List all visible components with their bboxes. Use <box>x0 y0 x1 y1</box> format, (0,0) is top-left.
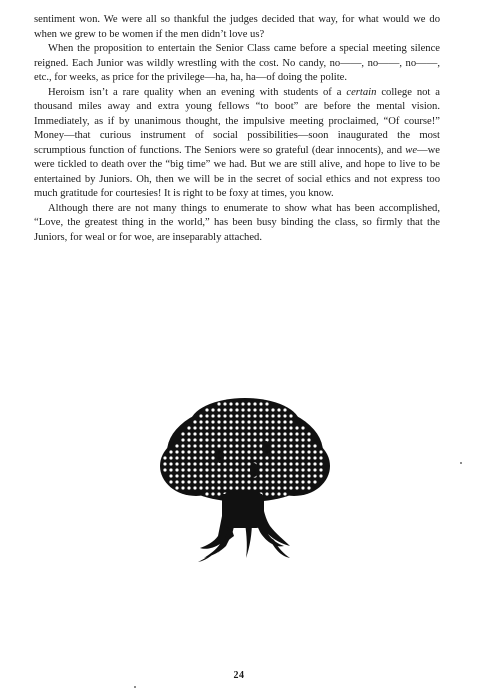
paper-speck <box>460 462 462 464</box>
paragraph-1 <box>34 13 440 42</box>
body-text <box>34 13 440 245</box>
paragraph-text: college not a thousand miles away and extra young fellows “to boot” are before the mental vision. Immediately, as if by unanimous thought, the impulsive meeting proclaimed, “Of course!” Money—that curious instrument of social possibilities—soon inaugurated the most scrumptious function of functions. The Seniors were so grateful (dear innocents), and <box>34 86 440 156</box>
paper-speck <box>134 686 136 688</box>
paragraph-text: —we were tickled to death over the “big time” we had. But we are still alive, and hope to live to be entertained by Juniors. Oh, then we will be in the secret of social ethics and not express too much gratitude for courtesies! It is right to be foxy at times, you know. <box>34 144 440 199</box>
paragraph-3 <box>34 86 440 202</box>
tree-icon <box>156 396 334 571</box>
emphasis-text: we <box>405 144 418 156</box>
paragraph-4 <box>34 202 440 246</box>
paragraph-text: Heroism isn’t a rare quality when an evening with students of a <box>48 86 347 98</box>
page-number: 24 <box>233 670 245 681</box>
emphasis-text: certain <box>346 86 377 98</box>
paragraph-2 <box>34 42 440 86</box>
paragraph-text: When the proposition to entertain the Senior Class came before a special meeting silence reigned. Each Junior was wildly wrestling with the cost. No candy, no——, no——, no——, etc., for weeks, as price for the privilege—ha, ha, ha—of doing the polite. <box>34 43 440 83</box>
paragraph-text: sentiment won. We were all so thankful the judges decided that way, for what would we do when we grew to be women if the men didn’t love us? <box>34 14 440 40</box>
paragraph-text: Although there are not many things to enumerate to show what has been accomplished, “Love, the greatest thing in the world,” has been busy binding the class, so firmly that the Juniors, for weal or for woe, are inseparably attached. <box>34 202 440 243</box>
